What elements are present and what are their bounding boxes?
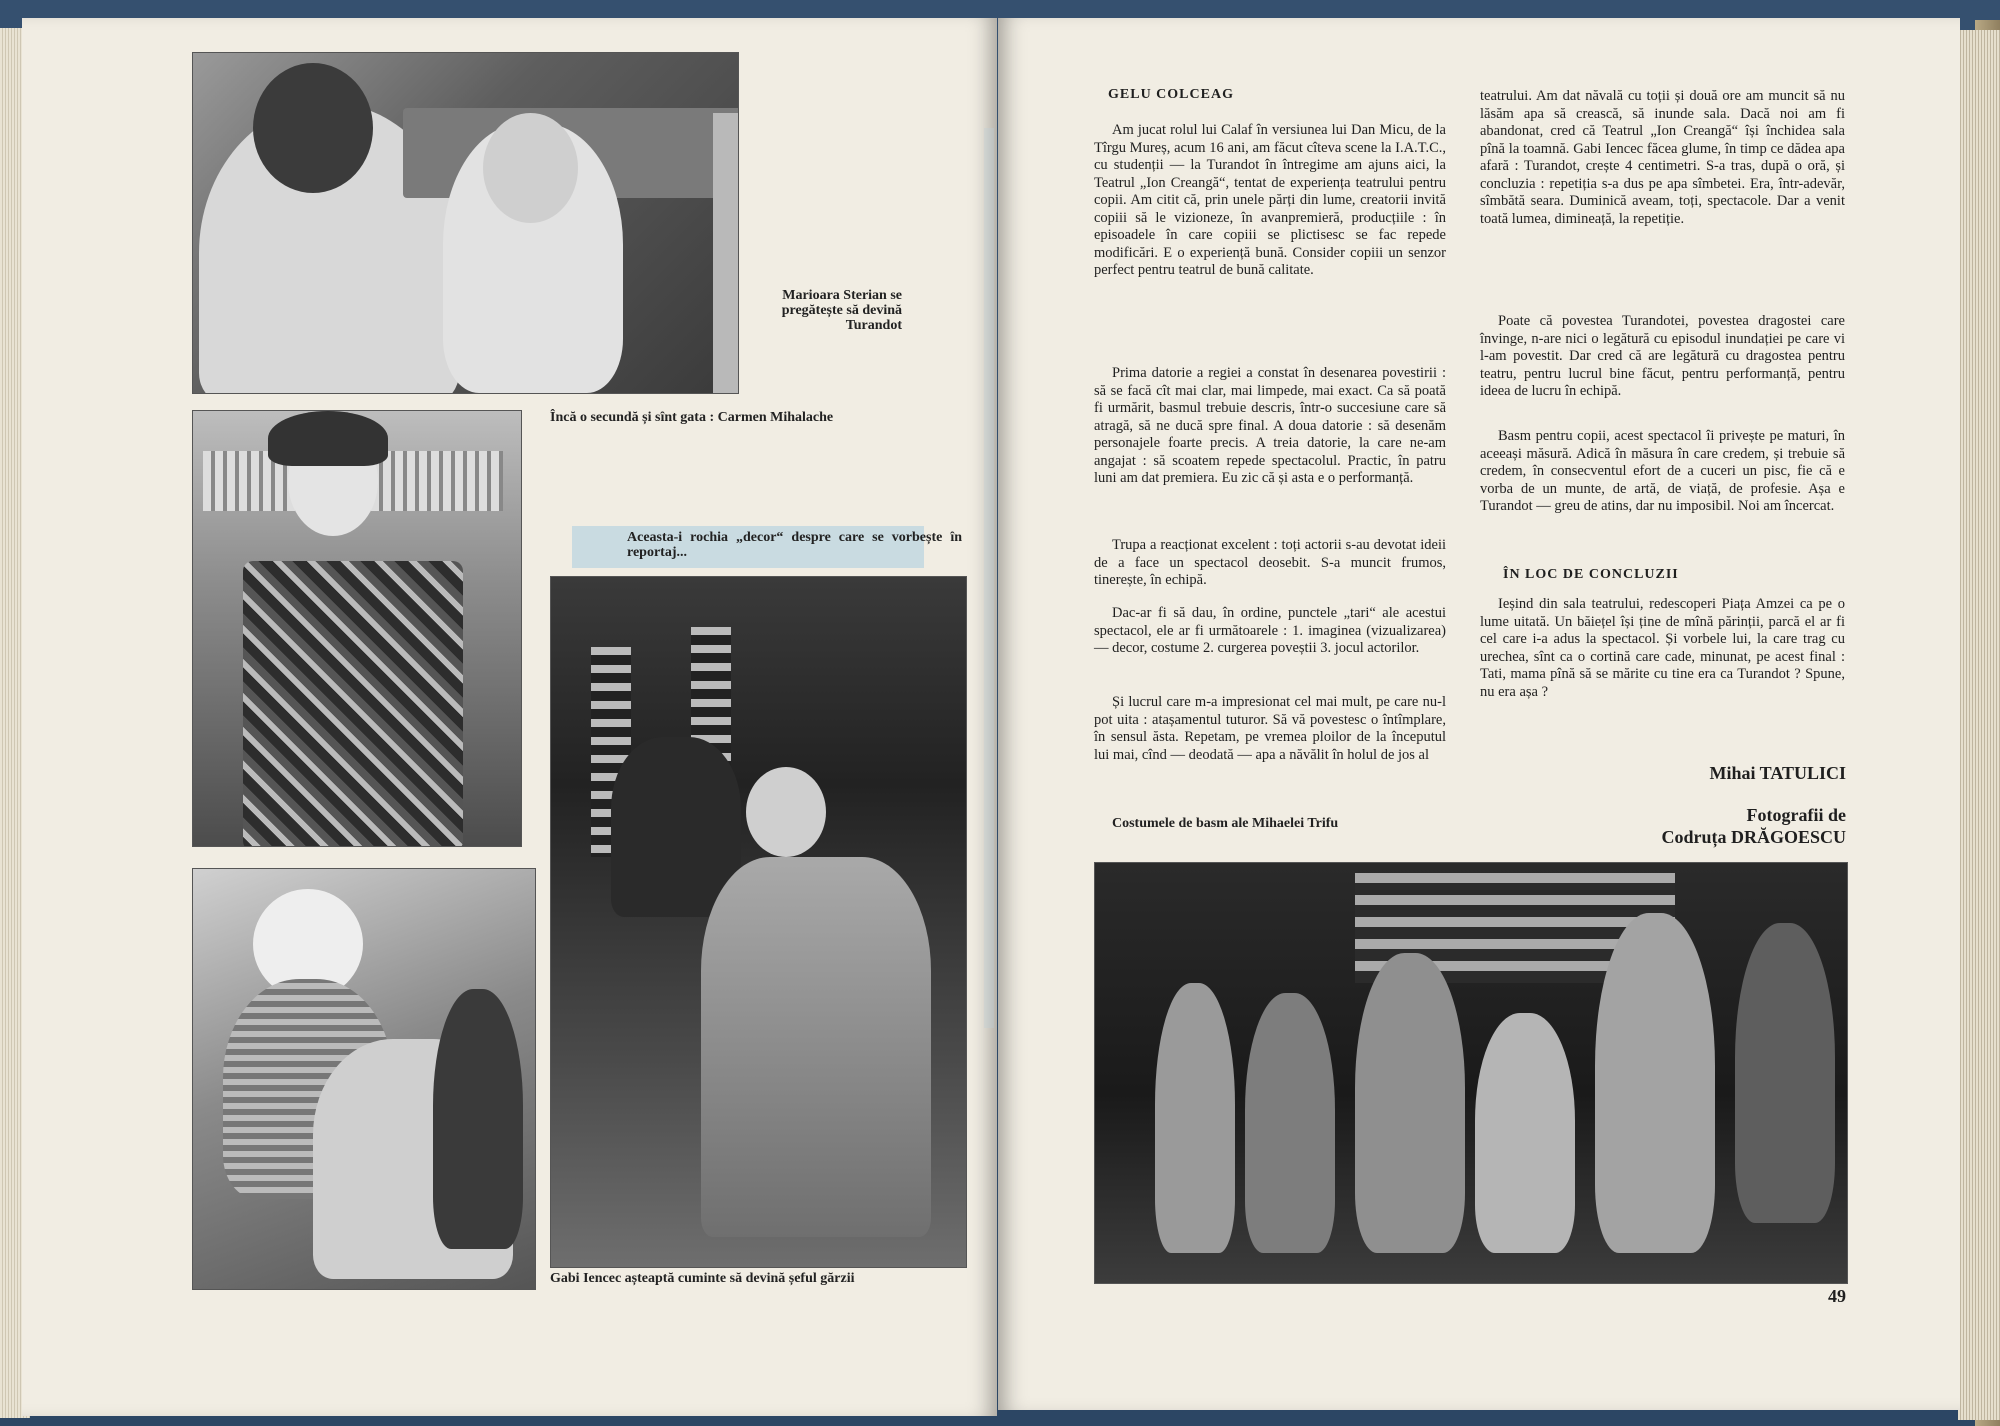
ghost-text-left bbox=[984, 128, 994, 1028]
costume-fitting-photo bbox=[192, 868, 536, 1290]
caption-costumele: Costumele de basm ale Mihaelei Trifu bbox=[1112, 816, 1339, 831]
author-credit: Mihai TATULICI bbox=[1709, 763, 1846, 783]
right-page-stack bbox=[1958, 30, 2000, 1420]
paragraph: Prima datorie a regiei a constat în desenarea povestirii : să se facă cît mai clar, mai limpede, mai exact. Ca să poată fi urmărit, basmul trebuie descris, într-o succesiune care să atragă, să ne ducă spre final. A doua datorie : să desenăm personajele foarte precis. A treia datorie, la care ne-am angajat : să scoatem repede spectacolul. Practic, în patru luni am dat premiera. Eu zic că și asta e o performanță. bbox=[1094, 365, 1446, 486]
conclusion-paragraph: Ieșind din sala teatrului, redescoperi Piața Amzei ca pe o lume uitată. Un băiețel își ține de mînă părinții, parcă el ar fi cel care i-a adus la spectacol. Și vorbele lui, la care trag cu urechea, sînt ca o cortină care cade, minunat, pe acest final : Tati, mama pînă să se mărite cu tine era ca Turandot ? Spune, nu era așa ? bbox=[1480, 596, 1845, 700]
dress-fitting-photo bbox=[192, 410, 522, 847]
paragraph: Și lucrul care m-a impresionat cel mai mult, pe care nu-l pot uita : atașamentul tuturor. Să vă povestesc o întîmplare, în sensul ăsta. Repetam, pe vremea ploilor de la începutul lui mai, cînd — deodată — apa a năvălit în holul de jos al bbox=[1094, 694, 1446, 763]
stage-dress-photo bbox=[550, 576, 967, 1268]
paragraph: Basm pentru copii, acest spectacol îi privește pe maturi, în aceeași măsură. Adică în măsura în care credem, și trebuie să credem, în consecventul efort de a cuceri un pisc, fie că e vorba de un munte, de artă, de viață, de profesie. Așa e Turandot — greu de atins, dar nu imposibil. Noi am încercat. bbox=[1480, 428, 1845, 514]
mirror-makeup-photo bbox=[192, 52, 739, 394]
photo-credit-label: Fotografii de bbox=[1746, 805, 1846, 825]
ensemble-stage-photo bbox=[1094, 862, 1848, 1284]
paragraph: Dac-ar fi să dau, în ordine, punctele „tari“ ale acestui spectacol, ele ar fi următoarele : 1. imaginea (vizualizarea) — decor, costume 2. curgerea poveștii 3. jocul actorilor. bbox=[1094, 605, 1446, 656]
right-page bbox=[998, 18, 1960, 1410]
paragraph: Poate că povestea Turandotei, povestea dragostei care învinge, n-are nici o legătură cu episodul inundației pe care vi l-am povestit. Dar cred că are legătură cu dragostea pentru teatru, pentru lucrul bine făcut, pentru performanță, pentru ideea de lucru în echipă. bbox=[1480, 313, 1845, 399]
conclusion-heading: ÎN LOC DE CONCLUZII bbox=[1503, 567, 1679, 582]
paragraph: Am jucat rolul lui Calaf în versiunea lui Dan Micu, de la Tîrgu Mureș, acum 16 ani, am făcut cîteva scene la I.A.T.C., cu studenții — la Turandot în întregime am ajuns aici, la Teatrul „Ion Creangă“, tentat de experiența teatrului pentru copii. Am citit că, prin unele părți din lume, creatorii invită copiii să le vizioneze, în avanpremieră, producțiile : în episoadele în care copiii se plictisesc se fac repede modificări. E o experiență bună. Consider copiii un senzor perfect pentru teatrul de bună calitate. bbox=[1094, 122, 1446, 278]
photo-credit-name: Codruța DRĂGOESCU bbox=[1661, 827, 1846, 847]
paragraph: Trupa a reacționat excelent : toți actorii s-au devotat ideii de a face un spectacol deosebit. S-a muncit frumos, tinerește, în echipă. bbox=[1094, 537, 1446, 588]
paragraph: teatrului. Am dat năvală cu toții și două ore am muncit să nu lăsăm apa să crească, să inunde sala. Dacă noi am fi abandonat, cred că Teatrul „Ion Creangă“ își închidea sala pînă la toamnă. Gabi Iencec făcea glume, în timp ce dădea apa afară : Turandot, crește 4 centimetri. S-a tras, după o oră, și concluzia : repetiția s-a dus pe apa sîmbetei. Era, într-adevăr, sîmbătă seara. Duminică aveam, toți, spectacole. Dar a venit toată lumea, dimineață, la repetiție. bbox=[1480, 88, 1845, 227]
caption-marioara: Marioara Sterian se pregătește să devină Turandot bbox=[781, 288, 902, 333]
caption-carmen: Încă o secundă și sînt gata : Carmen Mihalache bbox=[550, 410, 834, 425]
left-page bbox=[22, 18, 997, 1416]
caption-gabi: Gabi Iencec așteaptă cuminte să devină șeful gărzii bbox=[550, 1271, 855, 1286]
speaker-heading: GELU COLCEAG bbox=[1108, 87, 1234, 102]
caption-rochia: Aceasta-i rochia „decor“ despre care se vorbește în reportaj... bbox=[627, 530, 962, 560]
page-number: 49 bbox=[1828, 1286, 1846, 1306]
